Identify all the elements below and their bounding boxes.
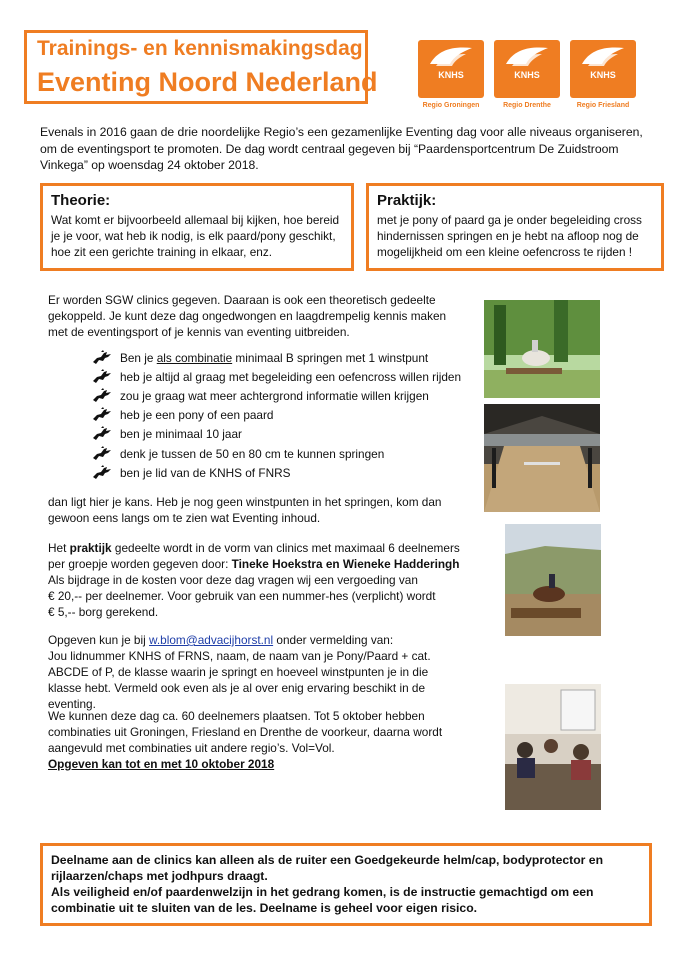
requirement-text: heb je een pony of een paard	[120, 408, 274, 423]
requirement-text: ben je lid van de KNHS of FNRS	[120, 465, 291, 480]
list-item	[92, 348, 461, 367]
requirements-list	[92, 348, 461, 482]
list-item	[92, 367, 461, 386]
praktijk-text: met je pony of paard ga je onder begeleiding cross hindernissen springen en je hebt na afloop nog de mogelijkheid om een kleine oefencross te rijden !	[377, 213, 642, 259]
list-item	[92, 425, 461, 444]
photo-horse-jump-outdoor	[484, 300, 600, 398]
title-box	[24, 30, 378, 104]
jumping-horse-icon	[92, 426, 112, 442]
logo-brand: KNHS	[438, 70, 464, 80]
jumping-horse-icon	[92, 350, 112, 366]
theorie-heading: Theorie:	[51, 192, 111, 209]
jumping-horse-icon	[92, 388, 112, 404]
praktijk-box	[366, 183, 664, 271]
requirement-text: heb je altijd al graag met begeleiding een oefencross willen rijden	[120, 369, 462, 384]
jumping-horse-icon	[92, 465, 112, 481]
logo-brand: KNHS	[590, 70, 616, 80]
capacity-paragraph: We kunnen deze dag ca. 60 deelnemers plaatsen. Tot 5 oktober hebben combinaties uit Groningen, Friesland en Drenthe de voorkeur, daarna wordt aangevuld met combinaties uit andere regio’s. Vol=Vol. Opgeven kan tot en met 10 oktober 2018	[48, 709, 443, 771]
title-line-1: Trainings- en kennismakingsdag	[37, 37, 363, 60]
notice-box	[40, 843, 652, 926]
deadline: Opgeven kan tot en met 10 oktober 2018	[48, 757, 275, 771]
requirement-text: zou je graag wat meer achtergrond informatie willen krijgen	[120, 388, 429, 403]
registration-details: Jou lidnummer KNHS of FRNS, naam, de naam van je Pony/Paard + cat. ABCDE of P, de klasse waarin je springt en hoeveel winstpunten je in die klasse hebt. Vermeld ook even als je al over enig ervaring beschikt in de eventing.	[48, 649, 431, 711]
theorie-box	[40, 183, 354, 271]
jumping-horse-icon	[92, 369, 112, 385]
horse-head-logo-icon	[504, 44, 550, 70]
jumping-horse-icon	[92, 446, 112, 462]
title-line-2: Eventing Noord Nederland	[37, 67, 378, 97]
registration-paragraph: Opgeven kun je bij w.blom@advacijhorst.nl onder vermelding van: Jou lidnummer KNHS of FRNS, naam, de naam van je Pony/Paard + cat. ABCDE of P, de klasse waarin je springt en hoeveel winstpunten je in die klasse hebt. Vermeld ook even als je al over enig ervaring beschikt in de eventing.	[48, 633, 431, 711]
photo-indoor-arena	[484, 404, 600, 512]
praktijk-heading: Praktijk:	[377, 192, 437, 209]
jumping-horse-icon	[92, 407, 112, 423]
photo-cross-country	[505, 524, 601, 636]
list-item	[92, 406, 461, 425]
photo-classroom	[505, 684, 601, 810]
intro-paragraph: Evenals in 2016 gaan de drie noordelijke Regio’s een gezamenlijke Eventing dag voor alle niveaus organiseren, om de eventingsport te promoten. De dag wordt centraal gegeven bij “Paardensportcentrum De Zuidstroom Vinkega” op woensdag 24 oktober 2018.	[40, 125, 643, 172]
logo-region: Regio Groningen	[422, 102, 480, 109]
logo-region: Regio Friesland	[576, 102, 630, 109]
instructors: Tineke Hoekstra en Wieneke Hadderingh	[231, 557, 460, 571]
email-link[interactable]: w.blom@advacijhorst.nl	[149, 633, 274, 647]
requirement-text: denk je tussen de 50 en 80 cm te kunnen springen	[120, 446, 385, 461]
chance-paragraph: dan ligt hier je kans. Heb je nog geen winstpunten in het springen, kom dan gewoon eens langs om te zien wat Eventing inhoud.	[48, 495, 442, 525]
theorie-text: Wat komt er bijvoorbeeld allemaal bij kijken, hoe bereid je je voor, wat heb ik nodig, is elk paard/pony geschikt, hoe zit een gerichte training in elkaar, enz.	[51, 213, 340, 259]
knhs-logo-friesland	[570, 40, 636, 122]
list-item	[92, 386, 461, 405]
logo-region: Regio Drenthe	[503, 102, 551, 109]
knhs-logo-groningen	[418, 40, 484, 122]
praktijk-paragraph: Het praktijk gedeelte wordt in de vorm van clinics met maximaal 6 deelnemers per groepje worden gegeven door: Tineke Hoekstra en Wieneke Hadderingh Als bijdrage in de kosten voor deze dag vragen wij een vergoeding van € 20,-- per deelnemer. Voor gebruik van een nummer-hes (verplicht) wordt € 5,-- borg gerekend.	[48, 541, 460, 619]
horse-head-logo-icon	[580, 44, 626, 70]
list-item	[92, 444, 461, 463]
logo-brand: KNHS	[514, 70, 540, 80]
list-item	[92, 463, 461, 482]
knhs-logo-drenthe	[494, 40, 560, 122]
horse-head-logo-icon	[428, 44, 474, 70]
clinics-intro: Er worden SGW clinics gegeven. Daaraan is ook een theoretisch gedeelte gekoppeld. Je kunt deze dag ongedwongen en laagdrempelig kennis maken met de eventingsport of je kennis van eventing uitbreiden.	[48, 293, 447, 339]
requirement-text: Ben je als combinatie minimaal B springen met 1 winstpunt	[120, 350, 429, 365]
requirement-text: ben je minimaal 10 jaar	[120, 427, 242, 442]
notice-line-2: Als veiligheid en/of paardenwelzijn in het gedrang komen, is de instructie gemachtigd om een combinatie uit te sluiten van de les. Deelname is geheel voor eigen risico.	[51, 885, 594, 915]
notice-line-1: Deelname aan de clinics kan alleen als de ruiter een Goedgekeurde helm/cap, bodyprotector en rijlaarzen/chaps met jodhpurs draagt.	[51, 853, 604, 883]
